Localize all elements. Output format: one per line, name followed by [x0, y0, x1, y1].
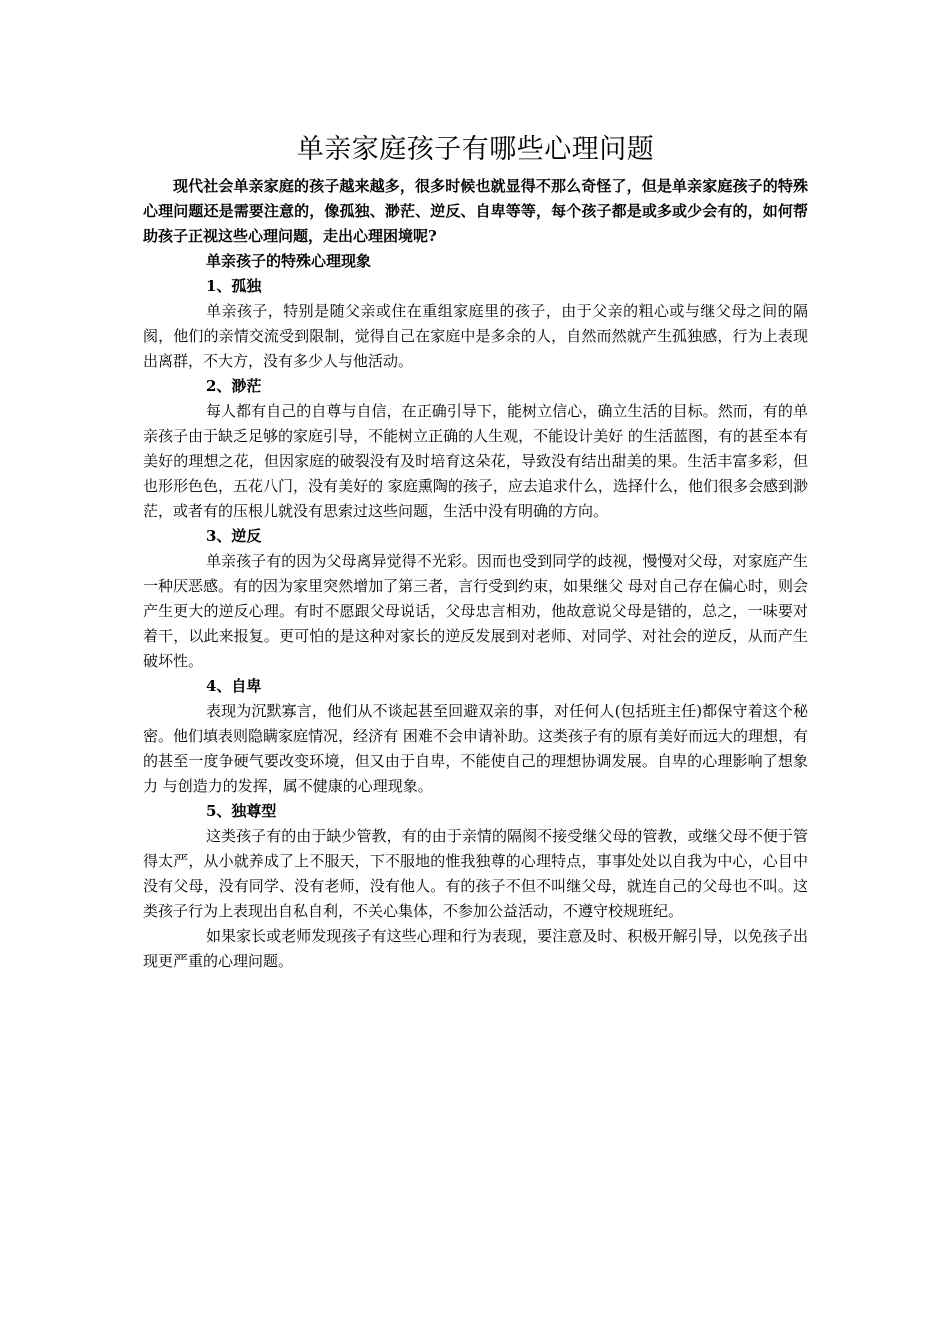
- section-4-heading: 4、自卑: [206, 677, 262, 695]
- intro-paragraph: 现代社会单亲家庭的孩子越来越多，很多时候也就显得不那么奇怪了，但是单亲家庭孩子的特殊心理问题还是需要注意的，像孤独、渺茫、逆反、自卑等等，每个孩子都是或多或少会有的，如何帮助孩子正视这些心理问题，走出心理困境呢?: [143, 177, 808, 245]
- section-5-text: 这类孩子有的由于缺少管教，有的由于亲情的隔阂不接受继父母的管教，或继父母不便于管得太严，从小就养成了上不服天，下不服地的惟我独尊的心理特点，事事处处以自我为中心，心目中没有父母，没有同学、没有老师，没有他人。有的孩子不但不叫继父母，就连自己的父母也不叫。这类孩子行为上表现出自私自利，不关心集体，不参加公益活动，不遵守校规班纪。: [143, 827, 808, 920]
- section-1-text: 单亲孩子，特别是随父亲或住在重组家庭里的孩子，由于父亲的粗心或与继父母之间的隔阂，他们的亲情交流受到限制，觉得自己在家庭中是多余的人，自然而然就产生孤独感，行为上表现出离群，不大方，没有多少人与他活动。: [143, 302, 808, 370]
- section-inferiority: [143, 674, 808, 799]
- section-3-text: 单亲孩子有的因为父母离异觉得不光彩。因而也受到同学的歧视，慢慢对父母，对家庭产生一种厌恶感。有的因为家里突然增加了第三者，言行受到约束，如果继父 母对自己存在偏心时，则会产生更大的逆反心理。有时不愿跟父母说话，父母忠言相劝，他故意说父母是错的，总之，一味要对着干，以此来报复。更可怕的是这种对家长的逆反发展到对老师、对同学、对社会的逆反，从而产生破坏性。: [143, 552, 808, 670]
- section-rebellion: [143, 524, 808, 674]
- closing-paragraph: 如果家长或老师发现孩子有这些心理和行为表现，要注意及时、积极开解引导，以免孩子出现更严重的心理问题。: [143, 927, 808, 970]
- document-title: 单亲家庭孩子有哪些心理问题: [296, 134, 655, 165]
- section-4-text: 表现为沉默寡言，他们从不谈起甚至回避双亲的事，对任何人(包括班主任)都保守着这个秘密。他们填表则隐瞒家庭情况，经济有 困难不会申请补助。这类孩子有的原有美好而远大的理想，有的甚至一度争硬气要改变环境，但又由于自卑，不能使自己的理想协调发展。自卑的心理影响了想象力 与创造力的发挥，属不健康的心理现象。: [143, 702, 808, 795]
- section-aimlessness: [143, 374, 808, 524]
- section-2-text: 每人都有自己的自尊与自信，在正确引导下，能树立信心，确立生活的目标。然而，有的单亲孩子由于缺乏足够的家庭引导，不能树立正确的人生观，不能设计美好 的生活蓝图，有的甚至本有美好的理想之花，但因家庭的破裂没有及时培育这朵花，导致没有结出甜美的果。生活丰富多彩，但也形形色色，五花八门，没有美好的 家庭熏陶的孩子，应去追求什么，选择什么，他们很多会感到渺茫，或者有的压根儿就没有思索过这些问题，生活中没有明确的方向。: [143, 402, 808, 520]
- section-self-centered: [143, 799, 808, 924]
- document-body: [143, 130, 808, 974]
- section-loneliness: [143, 274, 808, 374]
- section-3-heading: 3、逆反: [206, 527, 262, 545]
- section-1-heading: 1、孤独: [206, 277, 262, 295]
- section-2-heading: 2、渺茫: [206, 377, 262, 395]
- section-heading: 单亲孩子的特殊心理现象: [206, 252, 372, 270]
- section-5-heading: 5、独尊型: [206, 802, 277, 820]
